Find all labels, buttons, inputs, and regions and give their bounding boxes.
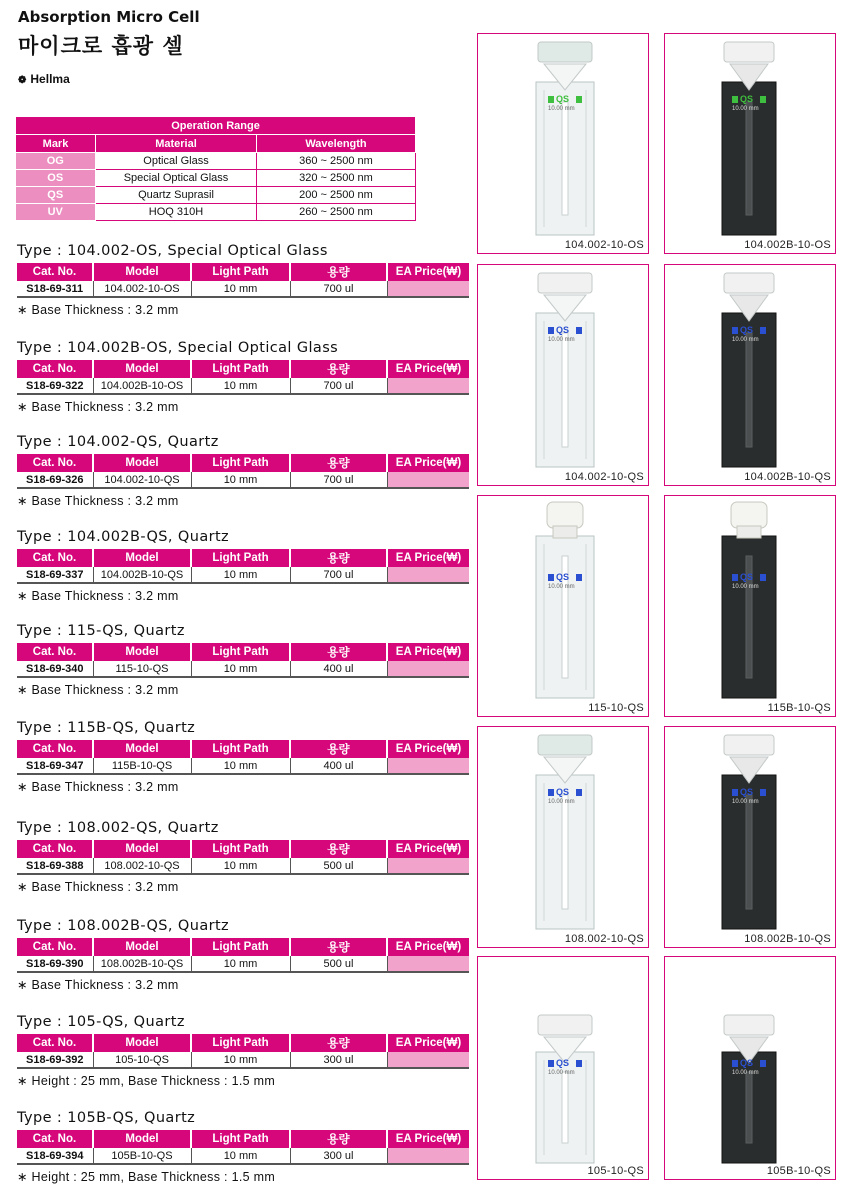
cuvette-mm-label: 10.00 mm	[732, 584, 759, 590]
label-marker-left	[548, 789, 554, 796]
range-wavelength: 260 ~ 2500 nm	[257, 204, 416, 221]
price-cell	[387, 567, 469, 584]
range-material: Quartz Suprasil	[96, 187, 257, 204]
range-mark: OG	[16, 153, 96, 170]
header-light-path: Light Path	[191, 549, 290, 567]
cuvette-image	[664, 956, 836, 1180]
flower-bullet-icon: ❁	[18, 75, 27, 86]
header-cat-no: Cat. No.	[17, 1130, 93, 1148]
product-table	[17, 1130, 469, 1165]
cuvette-mm-label: 10.00 mm	[732, 106, 759, 112]
label-marker-right	[760, 789, 766, 796]
price-cell	[387, 378, 469, 395]
cat-no-cell: S18-69-347	[17, 758, 93, 775]
cat-no-cell: S18-69-322	[17, 378, 93, 395]
product-note: ∗ Base Thickness : 3.2 mm	[17, 400, 179, 414]
range-row	[16, 153, 416, 170]
header-cat-no: Cat. No.	[17, 840, 93, 858]
cuvette-mark-label: QS	[556, 787, 570, 797]
cuvette-mm-label: 10.00 mm	[732, 799, 759, 805]
range-title: Operation Range	[16, 117, 416, 135]
title-korean: 마이크로 흡광 셀	[18, 34, 184, 58]
lid-cap	[538, 1015, 592, 1035]
cuvette-caption: 115B-10-QS	[767, 702, 831, 714]
product-block	[17, 917, 469, 992]
product-type-heading: Type : 104.002B-QS, Quartz	[17, 529, 230, 545]
header-cat-no: Cat. No.	[17, 360, 93, 378]
product-note: ∗ Base Thickness : 3.2 mm	[17, 683, 179, 697]
product-table	[17, 938, 469, 973]
cat-no-cell: S18-69-326	[17, 472, 93, 489]
header-model: Model	[93, 1130, 191, 1148]
model-cell: 104.002B-10-OS	[93, 378, 191, 395]
product-note: ∗ Base Thickness : 3.2 mm	[17, 303, 179, 317]
product-type-heading: Type : 115B-QS, Quartz	[17, 720, 196, 736]
product-block	[17, 242, 469, 317]
light-path-cell: 10 mm	[191, 1052, 290, 1069]
label-marker-left	[732, 327, 738, 334]
header-light-path: Light Path	[191, 1130, 290, 1148]
label-marker-left	[732, 574, 738, 581]
range-mark: QS	[16, 187, 96, 204]
product-type-heading: Type : 105-QS, Quartz	[17, 1014, 185, 1030]
range-row	[16, 187, 416, 204]
product-block	[17, 1109, 469, 1184]
operation-range-table	[15, 116, 416, 221]
cuvette-mark-label: QS	[740, 94, 754, 104]
cuvette-mm-label: 10.00 mm	[732, 1070, 759, 1076]
header-volume: 용량	[290, 549, 387, 567]
volume-cell: 300 ul	[290, 1148, 387, 1165]
header-volume: 용량	[290, 643, 387, 661]
model-cell: 105B-10-QS	[93, 1148, 191, 1165]
label-marker-right	[760, 96, 766, 103]
volume-cell: 500 ul	[290, 858, 387, 875]
header-ea-price: EA Price(₩)	[387, 740, 469, 758]
header-volume: 용량	[290, 740, 387, 758]
header-volume: 용량	[290, 263, 387, 281]
cat-no-cell: S18-69-392	[17, 1052, 93, 1069]
light-path-cell: 10 mm	[191, 661, 290, 678]
label-marker-left	[548, 327, 554, 334]
product-type-heading: Type : 105B-QS, Quartz	[17, 1110, 196, 1126]
product-block	[17, 528, 469, 603]
range-wavelength: 360 ~ 2500 nm	[257, 153, 416, 170]
header-ea-price: EA Price(₩)	[387, 549, 469, 567]
cuvette-mark-label: QS	[556, 1058, 570, 1068]
cuvette-image	[477, 264, 649, 486]
light-path-cell: 10 mm	[191, 472, 290, 489]
product-block	[17, 339, 469, 414]
label-marker-right	[576, 574, 582, 581]
cuvette-caption: 108.002B-10-QS	[744, 933, 831, 945]
cuvette-channel	[562, 795, 568, 909]
header-model: Model	[93, 263, 191, 281]
product-type-heading: Type : 104.002-OS, Special Optical Glass	[17, 243, 328, 259]
product-note: ∗ Base Thickness : 3.2 mm	[17, 494, 179, 508]
header-model: Model	[93, 740, 191, 758]
header-light-path: Light Path	[191, 454, 290, 472]
label-marker-left	[548, 96, 554, 103]
cuvette-image	[477, 495, 649, 717]
header-model: Model	[93, 1034, 191, 1052]
product-type-heading: Type : 104.002B-OS, Special Optical Glass	[17, 340, 339, 356]
range-mark: UV	[16, 204, 96, 221]
product-table	[17, 740, 469, 775]
header-volume: 용량	[290, 938, 387, 956]
cuvette-mark-label: QS	[556, 325, 570, 335]
header-light-path: Light Path	[191, 840, 290, 858]
model-cell: 105-10-QS	[93, 1052, 191, 1069]
range-row	[16, 170, 416, 187]
cuvette-mm-label: 10.00 mm	[548, 584, 575, 590]
light-path-cell: 10 mm	[191, 956, 290, 973]
volume-cell: 400 ul	[290, 661, 387, 678]
volume-cell: 300 ul	[290, 1052, 387, 1069]
range-material: Special Optical Glass	[96, 170, 257, 187]
header-cat-no: Cat. No.	[17, 549, 93, 567]
header-light-path: Light Path	[191, 263, 290, 281]
product-note: ∗ Base Thickness : 3.2 mm	[17, 589, 179, 603]
cat-no-cell: S18-69-390	[17, 956, 93, 973]
product-block	[17, 622, 469, 697]
product-table	[17, 454, 469, 489]
light-path-cell: 10 mm	[191, 567, 290, 584]
product-note: ∗ Height : 25 mm, Base Thickness : 1.5 mm	[17, 1074, 276, 1088]
light-path-cell: 10 mm	[191, 378, 290, 395]
cuvette-caption: 104.002-10-OS	[564, 239, 644, 251]
header-volume: 용량	[290, 840, 387, 858]
range-header-mark: Mark	[16, 135, 96, 153]
cuvette-mark-label: QS	[556, 572, 570, 582]
brand	[18, 72, 70, 86]
lid-cap	[538, 735, 592, 755]
cuvette-channel	[746, 795, 752, 909]
price-cell	[387, 1052, 469, 1069]
table-row	[17, 758, 469, 775]
stopper-cap	[731, 502, 767, 528]
cuvette-channel	[746, 333, 752, 447]
product-block	[17, 819, 469, 894]
price-cell	[387, 758, 469, 775]
range-row	[16, 204, 416, 221]
lid-cap	[724, 42, 774, 62]
lid-cap	[538, 273, 592, 293]
light-path-cell: 10 mm	[191, 858, 290, 875]
header-cat-no: Cat. No.	[17, 1034, 93, 1052]
header-light-path: Light Path	[191, 643, 290, 661]
cuvette-mm-label: 10.00 mm	[548, 1070, 575, 1076]
cuvette-caption: 104.002B-10-QS	[744, 471, 831, 483]
cuvette-channel	[562, 1072, 568, 1143]
label-marker-right	[576, 327, 582, 334]
cat-no-cell: S18-69-394	[17, 1148, 93, 1165]
label-marker-right	[760, 1060, 766, 1067]
label-marker-right	[576, 1060, 582, 1067]
cuvette-caption: 108.002-10-QS	[564, 933, 644, 945]
light-path-cell: 10 mm	[191, 758, 290, 775]
table-row	[17, 567, 469, 584]
header-light-path: Light Path	[191, 1034, 290, 1052]
product-note: ∗ Base Thickness : 3.2 mm	[17, 880, 179, 894]
header-model: Model	[93, 360, 191, 378]
lid-cap	[724, 735, 774, 755]
header-model: Model	[93, 938, 191, 956]
volume-cell: 700 ul	[290, 567, 387, 584]
model-cell: 104.002-10-QS	[93, 472, 191, 489]
light-path-cell: 10 mm	[191, 281, 290, 298]
product-block	[17, 433, 469, 508]
range-wavelength: 200 ~ 2500 nm	[257, 187, 416, 204]
header-cat-no: Cat. No.	[17, 740, 93, 758]
range-mark: OS	[16, 170, 96, 187]
title-english: Absorption Micro Cell	[18, 8, 200, 26]
price-cell	[387, 472, 469, 489]
model-cell: 108.002-10-QS	[93, 858, 191, 875]
table-row	[17, 378, 469, 395]
volume-cell: 500 ul	[290, 956, 387, 973]
cuvette-image	[477, 726, 649, 948]
price-cell	[387, 858, 469, 875]
header-ea-price: EA Price(₩)	[387, 263, 469, 281]
label-marker-right	[576, 789, 582, 796]
volume-cell: 700 ul	[290, 378, 387, 395]
lid-cap	[538, 42, 592, 62]
model-cell: 108.002B-10-QS	[93, 956, 191, 973]
header-volume: 용량	[290, 1034, 387, 1052]
product-note: ∗ Height : 25 mm, Base Thickness : 1.5 mm	[17, 1170, 276, 1184]
cuvette-mark-label: QS	[740, 1058, 754, 1068]
header-ea-price: EA Price(₩)	[387, 938, 469, 956]
model-cell: 115-10-QS	[93, 661, 191, 678]
cuvette-channel	[746, 102, 752, 215]
product-type-heading: Type : 104.002-QS, Quartz	[17, 434, 219, 450]
product-table	[17, 1034, 469, 1069]
header-cat-no: Cat. No.	[17, 263, 93, 281]
header-cat-no: Cat. No.	[17, 643, 93, 661]
cuvette-image	[477, 33, 649, 254]
cuvette-mark-label: QS	[556, 94, 570, 104]
header-model: Model	[93, 840, 191, 858]
cuvette-caption: 105-10-QS	[587, 1165, 644, 1177]
cuvette-image	[664, 726, 836, 948]
header-light-path: Light Path	[191, 740, 290, 758]
table-row	[17, 661, 469, 678]
label-marker-left	[548, 574, 554, 581]
header-cat-no: Cat. No.	[17, 938, 93, 956]
label-marker-right	[760, 327, 766, 334]
range-material: Optical Glass	[96, 153, 257, 170]
header-volume: 용량	[290, 454, 387, 472]
range-header-wavelength: Wavelength	[257, 135, 416, 153]
product-table	[17, 840, 469, 875]
header-model: Model	[93, 643, 191, 661]
volume-cell: 700 ul	[290, 472, 387, 489]
price-cell	[387, 661, 469, 678]
model-cell: 115B-10-QS	[93, 758, 191, 775]
cuvette-mark-label: QS	[740, 325, 754, 335]
cuvette-mm-label: 10.00 mm	[548, 337, 575, 343]
header-light-path: Light Path	[191, 938, 290, 956]
product-type-heading: Type : 108.002B-QS, Quartz	[17, 918, 230, 934]
table-row	[17, 1052, 469, 1069]
cuvette-caption: 115-10-QS	[588, 702, 644, 714]
header-volume: 용량	[290, 360, 387, 378]
header-light-path: Light Path	[191, 360, 290, 378]
price-cell	[387, 281, 469, 298]
table-row	[17, 858, 469, 875]
cuvette-mark-label: QS	[740, 787, 754, 797]
price-cell	[387, 956, 469, 973]
cuvette-channel	[562, 333, 568, 447]
volume-cell: 700 ul	[290, 281, 387, 298]
cuvette-image	[664, 495, 836, 717]
cat-no-cell: S18-69-388	[17, 858, 93, 875]
cat-no-cell: S18-69-311	[17, 281, 93, 298]
header-ea-price: EA Price(₩)	[387, 454, 469, 472]
product-block	[17, 719, 469, 794]
cuvette-caption: 104.002-10-QS	[564, 471, 644, 483]
table-row	[17, 956, 469, 973]
table-row	[17, 1148, 469, 1165]
cuvette-mm-label: 10.00 mm	[732, 337, 759, 343]
range-wavelength: 320 ~ 2500 nm	[257, 170, 416, 187]
product-table	[17, 360, 469, 395]
stopper-cap	[547, 502, 583, 528]
cat-no-cell: S18-69-340	[17, 661, 93, 678]
label-marker-right	[760, 574, 766, 581]
header-ea-price: EA Price(₩)	[387, 1034, 469, 1052]
product-note: ∗ Base Thickness : 3.2 mm	[17, 978, 179, 992]
label-marker-left	[732, 1060, 738, 1067]
range-material: HOQ 310H	[96, 204, 257, 221]
header-cat-no: Cat. No.	[17, 454, 93, 472]
cuvette-caption: 104.002B-10-OS	[744, 239, 831, 251]
product-block	[17, 1013, 469, 1088]
cuvette-image	[664, 264, 836, 486]
product-table	[17, 643, 469, 678]
header-model: Model	[93, 454, 191, 472]
header-model: Model	[93, 549, 191, 567]
cuvette-image	[477, 956, 649, 1180]
product-table	[17, 263, 469, 298]
product-type-heading: Type : 108.002-QS, Quartz	[17, 820, 219, 836]
cuvette-channel	[562, 102, 568, 215]
volume-cell: 400 ul	[290, 758, 387, 775]
table-row	[17, 281, 469, 298]
label-marker-left	[548, 1060, 554, 1067]
label-marker-left	[732, 789, 738, 796]
product-note: ∗ Base Thickness : 3.2 mm	[17, 780, 179, 794]
cat-no-cell: S18-69-337	[17, 567, 93, 584]
cuvette-mark-label: QS	[740, 572, 754, 582]
label-marker-left	[732, 96, 738, 103]
label-marker-right	[576, 96, 582, 103]
cuvette-mm-label: 10.00 mm	[548, 106, 575, 112]
model-cell: 104.002B-10-QS	[93, 567, 191, 584]
header-ea-price: EA Price(₩)	[387, 840, 469, 858]
cuvette-channel	[746, 1072, 752, 1143]
price-cell	[387, 1148, 469, 1165]
brand-name: Hellma	[30, 72, 70, 86]
range-header-material: Material	[96, 135, 257, 153]
product-table	[17, 549, 469, 584]
model-cell: 104.002-10-OS	[93, 281, 191, 298]
header-volume: 용량	[290, 1130, 387, 1148]
lid-cap	[724, 1015, 774, 1035]
lid-cap	[724, 273, 774, 293]
header-ea-price: EA Price(₩)	[387, 1130, 469, 1148]
product-type-heading: Type : 115-QS, Quartz	[17, 623, 185, 639]
light-path-cell: 10 mm	[191, 1148, 290, 1165]
table-row	[17, 472, 469, 489]
header-ea-price: EA Price(₩)	[387, 360, 469, 378]
cuvette-image	[664, 33, 836, 254]
cuvette-caption: 105B-10-QS	[766, 1165, 831, 1177]
cuvette-mm-label: 10.00 mm	[548, 799, 575, 805]
header-ea-price: EA Price(₩)	[387, 643, 469, 661]
